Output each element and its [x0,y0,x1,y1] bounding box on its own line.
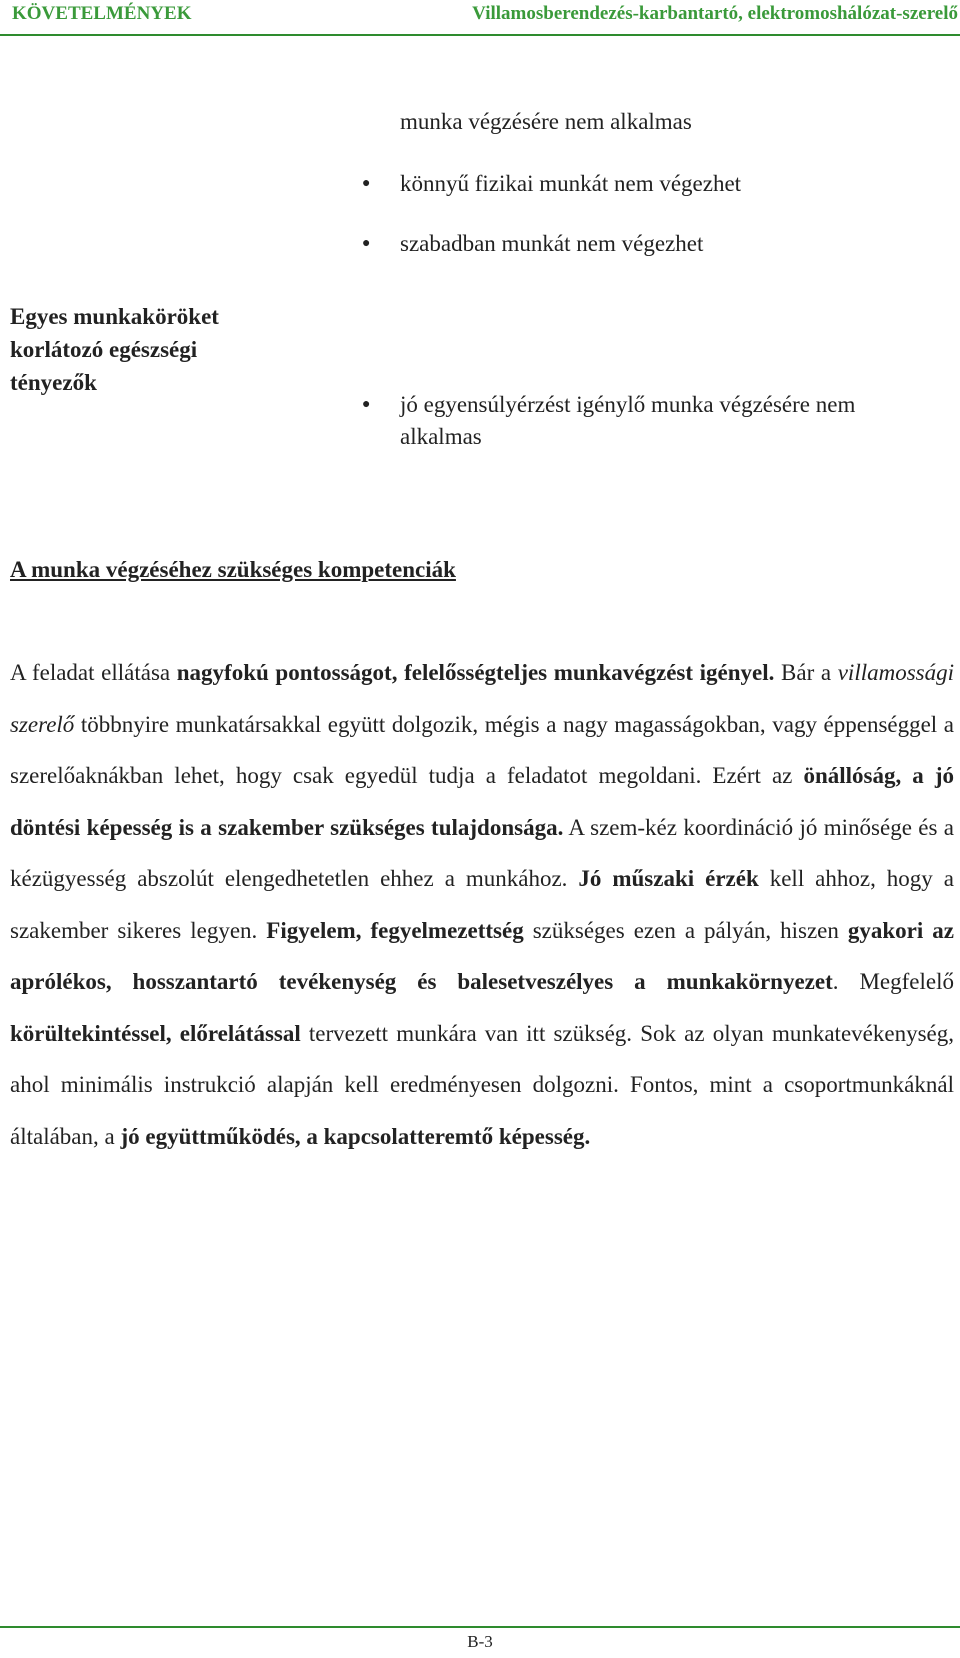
emphasis-text: önállóság, a jó döntési képesség is a szakember szükséges tulajdonsága. [10,763,955,840]
health-item: jó egyensúlyérzést igénylő munka végzésére nem alkalmas [400,392,856,449]
page-header [0,0,960,36]
paragraph-text: Bár a [774,660,838,685]
health-heading: Egyes munkaköröket korlátozó egészségi tényezők [10,304,219,395]
paragraph-text: A feladat ellátása [10,660,177,685]
emphasis-text: Jó műszaki érzék [578,866,759,891]
bullet-icon: ● [362,397,371,412]
emphasis-text: jó együttműködés, a kapcsolatteremtő képesség. [120,1123,591,1149]
emphasis-text: gyakori az aprólékos, hosszantartó tevékenység és balesetveszélyes a munkakörnyezet [10,917,954,994]
emphasis-text: Figyelem, fegyelmezettség [266,917,524,943]
paragraph-text: tervezett munkára van itt szükség. Sok az olyan munkatevékenység, ahol minimális instrukció alapján kell eredményesen dolgozni. Fontos, mint a csoportmunkáknál általában, a [10,1020,954,1149]
paragraph-text: többnyire munkatársakkal együtt dolgozik, mégis a nagy magasságokban, vagy éppenséggel a szerelőaknákban lehet, hogy csak egyedül tudja a feladatot megoldani. Ezért az [10,711,954,788]
paragraph-text: A szem-kéz koordináció jó minősége és a kézügyesség abszolút elengedhetetlen ehhez a munkához. [10,814,955,891]
paragraph-text: . Megfelelő [832,969,954,994]
emphasis-text: nagyfokú pontosságot, felelősségteljes munkavégzést igényel. [176,660,775,685]
bullet-icon: ● [362,236,371,251]
header-document-title: Villamosberendezés-karbantartó, elektromoshálózat-szerelő [472,3,958,24]
emphasis-text: körültekintéssel, előrelátással [10,1020,301,1046]
paragraph-text: szükséges ezen a pályán, hiszen [523,917,848,943]
health-item: könnyű fizikai munkát nem végezhet [400,171,742,196]
paragraph-text: kell ahhoz, hogy a szakember sikeres legyen. [10,866,954,943]
health-item: munka végzésére nem alkalmas [400,109,692,134]
health-item: szabadban munkát nem végezhet [400,231,704,256]
page-number: B-3 [467,1632,493,1651]
competence-paragraph [10,647,954,1162]
header-section-label: KÖVETELMÉNYEK [12,3,192,24]
italic-text: villamossági szerelő [10,660,954,737]
footer-rule [0,1626,960,1628]
bullet-icon: ● [362,176,371,191]
section-title: A munka végzéséhez szükséges kompetenciák [10,557,456,582]
